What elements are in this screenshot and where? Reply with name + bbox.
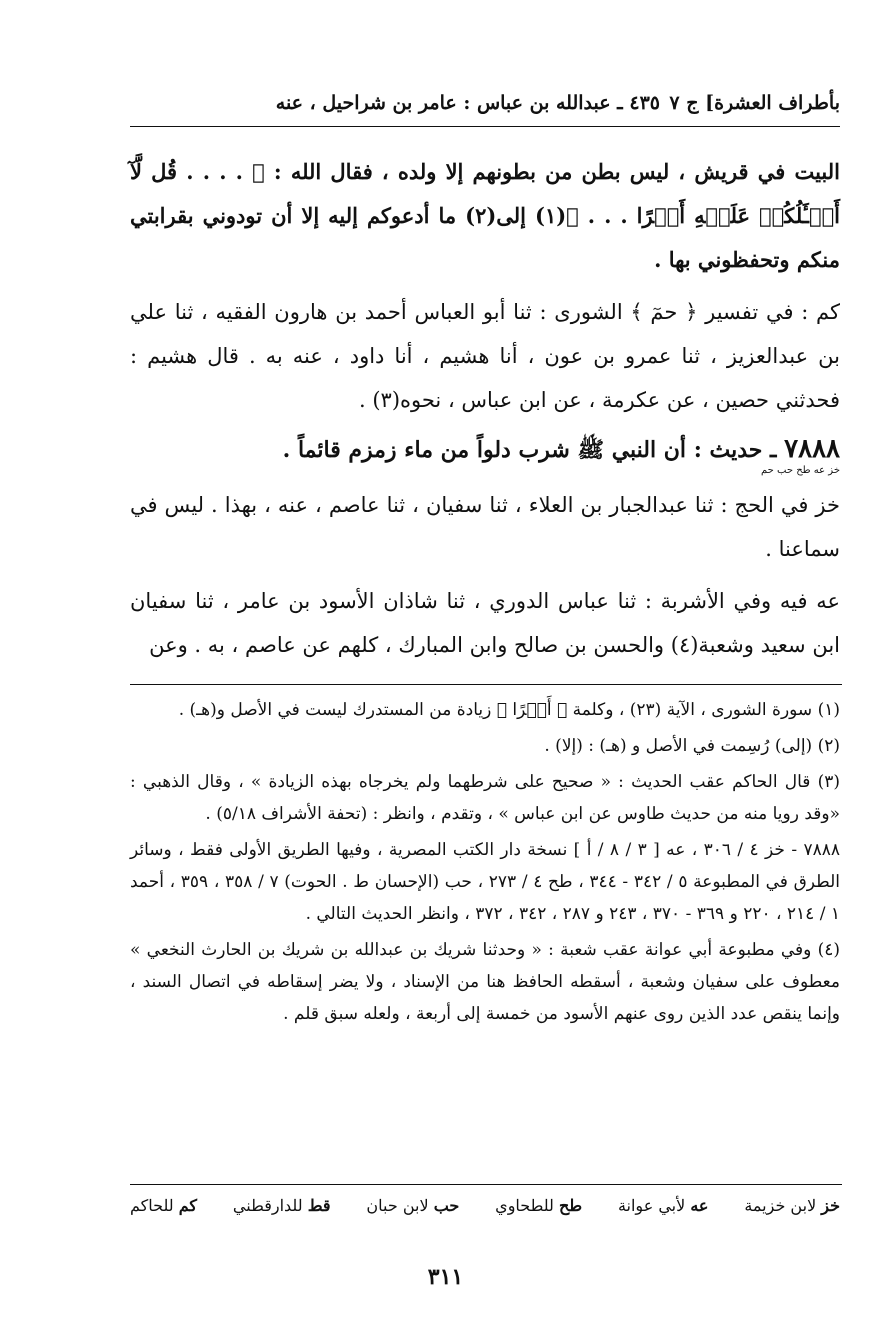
- hadith-heading: [130, 430, 840, 469]
- running-header: [130, 86, 840, 127]
- hadith-title: ـ حديث : أن النبي ﷺ شرب دلواً من ماء زمزم قائماً .: [282, 437, 777, 463]
- footnote-hadith: ٧٨٨٨ - خز ٤ / ٣٠٦ ، عه [ ٣ / ٨ / أ ] نسخة دار الكتب المصرية ، وفيها الطريق الأولى فقط ، وسائر الطرق في المطبوعة ٥ / ٣٤٢ - ٣٤٤ ، طح ٤ / ٢٧٣ ، حب (الإحسان ط . الحوت) ٧ / ٣٥٨ ، ٣٥٩ ، أحمد ١ / ٢١٤ ، ٢٢٠ و ٣٦٩ - ٣٧٠ ، ٢٤٣ و ٢٨٧ ، ٣٤٢ ، ٣٧٢ ، وانظر الحديث التالي .: [130, 840, 840, 924]
- footnote-1: (١) سورة الشورى ، الآية (٢٣) ، وكلمة ﴿ أَجۡرًا ﴾ زيادة من المستدرك ليست في الأصل و(هـ) .: [178, 700, 840, 720]
- legend-item: حب لابن حبان: [366, 1196, 460, 1215]
- page-number: ٣١١: [427, 1264, 464, 1290]
- legend-item: خز لابن خزيمة: [744, 1196, 840, 1215]
- abbreviation-legend: [130, 1196, 840, 1215]
- legend-item: طح للطحاوي: [495, 1196, 583, 1215]
- legend-separator: [130, 1184, 842, 1185]
- paragraph-4: عه فيه وفي الأشربة : ثنا عباس الدوري ، ثنا شاذان الأسود بن عامر ، ثنا سفيان ابن سعيد وشعبة(٤) والحسن بن صالح وابن المبارك ، كلهم عن عاصم ، به . وعن: [130, 589, 840, 657]
- footnote-2: (٢) (إلى) رُسِمت في الأصل و (هـ) : (إلا) .: [544, 736, 840, 756]
- legend-item: قط للدارقطني: [232, 1196, 331, 1215]
- paragraph-3: خز في الحج : ثنا عبدالجبار بن العلاء ، ثنا سفيان ، ثنا عاصم ، عنه ، بهذا . ليس في سماعنا .: [130, 493, 840, 561]
- main-text: [130, 150, 840, 675]
- paragraph-1: البيت في قريش ، ليس بطن من بطونهم إلا ولده ، فقال الله : ﴿ . . . . قُل لَّآ أَسۡـَٔلُكُمۡ عَلَيۡهِ أَجۡرًا . . . ﴾(١) إلى(٢) ما أدعوكم إليه إلا أن تودوني بقرابتي منكم وتحفظوني بها .: [130, 159, 840, 272]
- footnotes: [130, 694, 840, 1034]
- footnote-3: (٣) قال الحاكم عقب الحديث : « صحيح على شرطهما ولم يخرجاه بهذه الزيادة » ، وقال الذهبي : «وقد رويا منه من حديث طاوس عن ابن عباس » ، وتقدم ، وانظر : (تحفة الأشراف ٥/١٨) .: [130, 772, 840, 824]
- footnote-4: (٤) وفي مطبوعة أبي عوانة عقب شعبة : « وحدثنا شريك بن عبدالله بن شريك بن الحارث النخعي » معطوف على سفيان وشعبة ، أسقطه الحافظ هنا من الإسناد ، ولا يضر إسقاطه في اتصال السند ، وإنما ينقص عدد الذين روى عنهم الأسود من خمسة إلى أربعة ، ولعله سبق قلم .: [130, 940, 840, 1024]
- paragraph-2: كم : في تفسير ﴿ حمٓ ﴾ الشورى : ثنا أبو العباس أحمد بن هارون الفقيه ، ثنا علي بن عبدالعزيز ، ثنا عمرو بن عون ، أنا هشيم ، أنا داود ، عنه به . قال هشيم : فحدثني حصين ، عن عكرمة ، عن ابن عباس ، نحوه(٣) .: [130, 300, 841, 412]
- legend-item: عه لأبي عوانة: [617, 1196, 709, 1215]
- footnote-separator: [130, 684, 842, 685]
- hadith-sources-abbr: خز عه طح حب حم: [761, 465, 840, 476]
- header-volume: بأطراف العشرة] ج ٧: [669, 92, 840, 114]
- header-title: ٤٣٥ ـ عبدالله بن عباس : عامر بن شراحيل ، عنه: [275, 92, 660, 114]
- legend-item: كم للحاكم: [130, 1196, 198, 1215]
- hadith-number: ٧٨٨٨: [784, 434, 840, 464]
